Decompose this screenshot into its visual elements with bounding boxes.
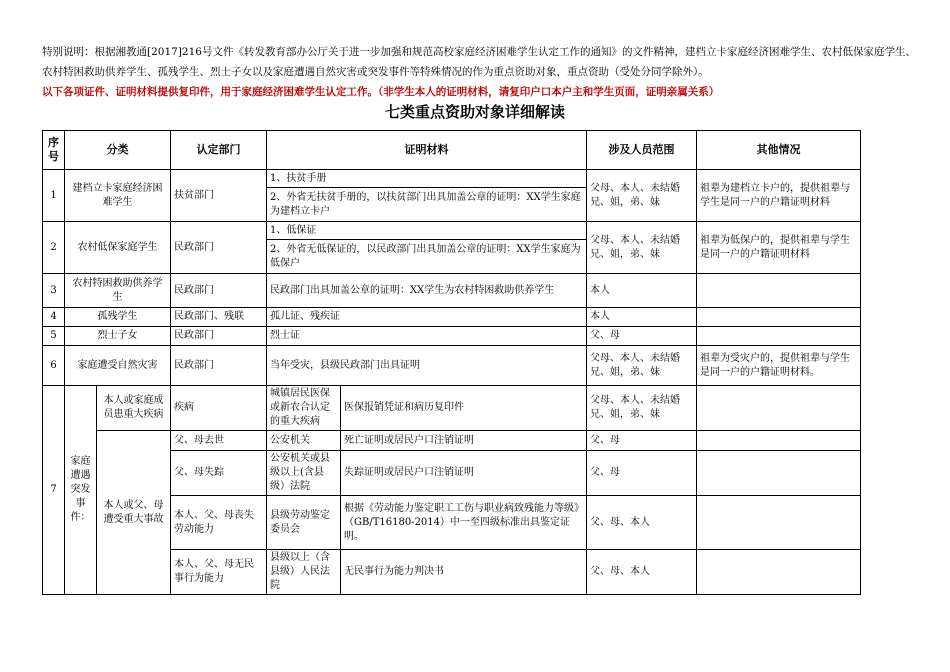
row-other: 祖辈为低保户的，提供祖辈与学生是同一户的户籍证明材料: [697, 222, 861, 274]
aid-table: [42, 130, 861, 595]
row-scope: 本人: [587, 308, 697, 327]
row-scope: 父、母: [587, 327, 697, 346]
row-dept: 扶贫部门: [171, 170, 267, 222]
row-material: 孤儿证、残疾证: [267, 308, 587, 327]
row-category: 家庭遭受自然灾害: [65, 346, 171, 386]
header-other: 其他情况: [697, 131, 861, 170]
row-other: [697, 386, 861, 431]
row-no: 7: [43, 386, 65, 595]
row-scope: 父母、本人、未结婚兄、姐，弟、妹: [587, 346, 697, 386]
row-other: [697, 451, 861, 496]
row-material: 医保报销凭证和病历复印件: [341, 386, 587, 431]
row-material: 民政部门出具加盖公章的证明：XX学生为农村特困救助供养学生: [267, 274, 587, 308]
row-material: 当年受灾，县级民政部门出具证明: [267, 346, 587, 386]
table-header-row: [43, 131, 861, 170]
row-category: 烈士子女: [65, 327, 171, 346]
row-dept: 城镇居民医保或新农合认定的重大疾病: [267, 386, 341, 431]
row-category: 建档立卡家庭经济困难学生: [65, 170, 171, 222]
table-row: [43, 431, 861, 451]
page-title: 七类重点资助对象详细解读: [384, 103, 565, 121]
row-other: [697, 431, 861, 451]
row-subcategory: 本人或父、母遭受重大事故: [97, 431, 171, 595]
notice-line-1: 特别说明：根据湘教通[2017]216号文件《转发教育部办公厅关于进一步加强和规范高校家庭经济困难学生认定工作的通知》的文件精神，建档立卡家庭经济困难学生、农村低保家庭学生、农村特困救助供养学生、孤残学生、烈士子女以及家庭遭遇自然灾害或突发事件等特殊情况的作为重点资助对象，重点资助（受处分同学除外）。: [42, 46, 916, 78]
row-no: 5: [43, 327, 65, 346]
row-dept: 县级以上（含县级）人民法院: [267, 550, 341, 595]
row-scope: 父、母、本人: [587, 496, 697, 550]
row-scope: 本人: [587, 274, 697, 308]
row-dept: 民政部门: [171, 222, 267, 274]
row-material-2: 2、外省无扶贫手册的，以扶贫部门出具加盖公章的证明：XX学生家庭为建档立卡户: [267, 188, 587, 222]
row-other: 祖辈为建档立卡户的，提供祖辈与学生是同一户的户籍证明材料: [697, 170, 861, 222]
table-row: [43, 170, 861, 188]
row-material: 无民事行为能力判决书: [341, 550, 587, 595]
row-material-1: 1、低保证: [267, 222, 587, 240]
row-dept: 公安机关或县级以上(含县级）法院: [267, 451, 341, 496]
notice-line-2: [42, 82, 922, 102]
row-material-1: 1、扶贫手册: [267, 170, 587, 188]
header-dept: 认定部门: [171, 131, 267, 170]
header-scope: 涉及人员范围: [587, 131, 697, 170]
row-other: [697, 274, 861, 308]
notice-line-2a: 以下各项证件、证明材料提供复印件，用于家庭经济困难学生认定工作。: [42, 86, 378, 98]
row-other: [697, 327, 861, 346]
row-material: 失踪证明或居民户口注销证明: [341, 451, 587, 496]
notice: [42, 42, 922, 102]
row-situation: 父、母去世: [171, 431, 267, 451]
notice-line-2b: （非学生本人的证明材料，请复印户口本户主和学生页面，证明亲属关系）: [378, 86, 720, 98]
row-situation: 疾病: [171, 386, 267, 431]
row-dept: 民政部门: [171, 346, 267, 386]
row-no: 1: [43, 170, 65, 222]
row-situation: 本人、父、母丧失劳动能力: [171, 496, 267, 550]
table-row: [43, 386, 861, 431]
row-no: 4: [43, 308, 65, 327]
table-row: [43, 327, 861, 346]
row-dept: 民政部门: [171, 327, 267, 346]
row-situation: 父、母失踪: [171, 451, 267, 496]
row-dept: 民政部门、残联: [171, 308, 267, 327]
row-other: [697, 496, 861, 550]
row-dept: 县级劳动鉴定委员会: [267, 496, 341, 550]
table-row: [43, 346, 861, 386]
row-scope: 父、母: [587, 451, 697, 496]
row-no: 2: [43, 222, 65, 274]
row-material: 根据《劳动能力鉴定职工工伤与职业病致残能力等级》（GB/T16180-2014）中一至四级标准出具鉴定证明。: [341, 496, 587, 550]
row-situation: 本人、父、母无民事行为能力: [171, 550, 267, 595]
row-dept: 公安机关: [267, 431, 341, 451]
row-scope: 父、母: [587, 431, 697, 451]
row-no: 3: [43, 274, 65, 308]
row-no: 6: [43, 346, 65, 386]
row-other: [697, 308, 861, 327]
row-category: 农村特困救助供养学生: [65, 274, 171, 308]
table-row: [43, 222, 861, 240]
header-material: 证明材料: [267, 131, 587, 170]
header-category: 分类: [65, 131, 171, 170]
row-material: 烈士证: [267, 327, 587, 346]
row-scope: 父母、本人、未结婚兄、姐，弟、妹: [587, 170, 697, 222]
row-subcategory: 本人或家庭成员患重大疾病: [97, 386, 171, 431]
row-category: 农村低保家庭学生: [65, 222, 171, 274]
row-material: 死亡证明或居民户口注销证明: [341, 431, 587, 451]
row-other: 祖辈为受灾户的，提供祖辈与学生是同一户的户籍证明材料。: [697, 346, 861, 386]
row-category: 家庭遭遇突发事件：: [65, 386, 97, 595]
table-row: [43, 308, 861, 327]
row-dept: 民政部门: [171, 274, 267, 308]
row-category: 孤残学生: [65, 308, 171, 327]
row-scope: 父母、本人、未结婚兄、姐，弟、妹: [587, 386, 697, 431]
table-row: [43, 274, 861, 308]
header-no: 序号: [43, 131, 65, 170]
row-scope: 父、母、本人: [587, 550, 697, 595]
row-scope: 父母、本人、未结婚兄、姐，弟、妹: [587, 222, 697, 274]
row-other: [697, 550, 861, 595]
row-material-2: 2、外省无低保证的，以民政部门出具加盖公章的证明：XX学生家庭为低保户: [267, 240, 587, 274]
